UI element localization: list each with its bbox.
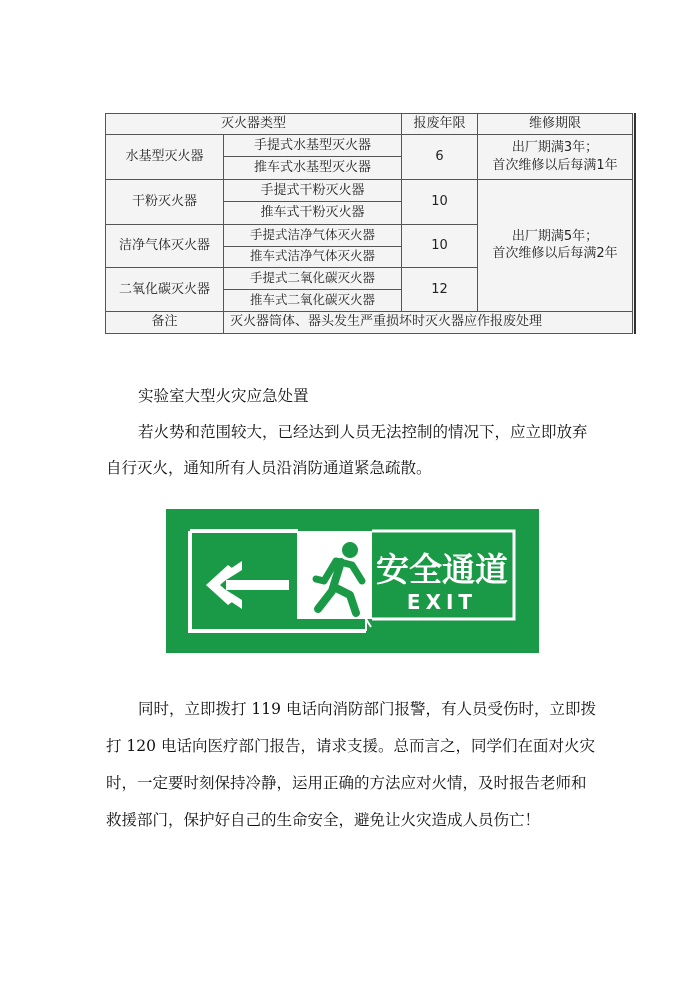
extinguisher-table-container xyxy=(105,113,636,334)
table-row xyxy=(106,135,633,157)
subtype-cell: 手提式干粉灭火器 xyxy=(224,179,402,201)
years-cell: 6 xyxy=(402,135,478,180)
type-cell: 二氧化碳灭火器 xyxy=(106,268,224,311)
paragraph-2: 同时，立即拨打 119 电话向消防部门报警，有人员受伤时，立即拨打 120 电话向医疗部门报告，请求支援。总而言之，同学们在面对火灾时，一定要时刻保持冷静，运用正确的方法应对火情，及时报告老师和救援部门，保护好自己的生命安全，避免让火灾造成人员伤亡！ xyxy=(106,700,596,829)
type-cell: 干粉灭火器 xyxy=(106,179,224,224)
header-type: 灭火器类型 xyxy=(106,114,402,135)
repair-cell-1 xyxy=(478,135,633,180)
subtype-cell: 推车式干粉灭火器 xyxy=(224,202,402,224)
subtype-cell: 推车式水基型灭火器 xyxy=(224,157,402,179)
extinguisher-table xyxy=(105,113,633,334)
table-note-row xyxy=(106,311,633,334)
subtype-cell: 手提式二氧化碳灭火器 xyxy=(224,268,402,290)
repair-2-line2: 首次维修以后每满2年 xyxy=(492,246,618,262)
exit-sign-graphic xyxy=(166,509,539,653)
subtype-cell: 手提式水基型灭火器 xyxy=(224,135,402,157)
repair-cell-2 xyxy=(478,179,633,311)
years-cell: 10 xyxy=(402,179,478,224)
header-repair: 维修期限 xyxy=(478,114,633,135)
note-label: 备注 xyxy=(106,311,224,334)
paragraph-1: 若火势和范围较大，已经达到人员无法控制的情况下，应立即放弃自行灭火，通知所有人员沿消防通道紧急疏散。 xyxy=(106,423,588,477)
note-text: 灭火器筒体、器头发生严重损坏时灭火器应作报废处理 xyxy=(224,311,633,334)
header-years: 报废年限 xyxy=(402,114,478,135)
section-title: 实验室大型火灾应急处置 xyxy=(138,387,309,405)
table-row xyxy=(106,179,633,201)
type-cell: 水基型灭火器 xyxy=(106,135,224,180)
type-cell: 洁净气体灭火器 xyxy=(106,224,224,267)
subtype-cell: 手提式洁净气体灭火器 xyxy=(224,224,402,246)
years-cell: 12 xyxy=(402,268,478,311)
table-header-row xyxy=(106,114,633,135)
repair-1-line2: 首次维修以后每满1年 xyxy=(492,157,618,173)
running-man-icon xyxy=(297,531,372,619)
exit-sign-english: EXIT xyxy=(406,590,478,614)
years-cell: 10 xyxy=(402,224,478,267)
repair-1-line1: 出厂期满3年； xyxy=(511,140,599,156)
repair-2-line1: 出厂期满5年； xyxy=(511,228,599,244)
exit-sign xyxy=(166,509,539,653)
exit-sign-chinese: 安全通道 xyxy=(376,550,508,589)
subtype-cell: 推车式洁净气体灭火器 xyxy=(224,246,402,268)
subtype-cell: 推车式二氧化碳灭火器 xyxy=(224,289,402,311)
